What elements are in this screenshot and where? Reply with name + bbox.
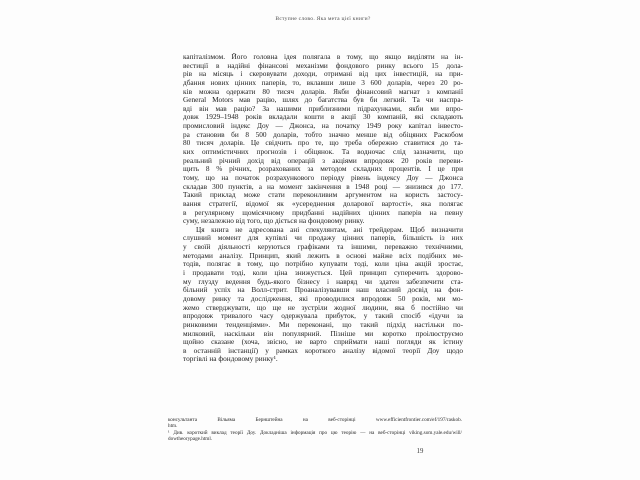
- footnote-line: htm.: [168, 423, 178, 430]
- text-line: ра становив би 8 500 доларів, тобто значно менше від обіцяних Раскобом: [183, 130, 463, 139]
- text-block: [183, 53, 463, 364]
- text-line: і продавати тоді, коли ціна знижується. Цей принцип суперечить здорово-: [183, 269, 463, 278]
- running-head: Вступне слово. Яка мета цієї книги?: [275, 16, 371, 22]
- footnote-line: ¹ Див. короткий виклад теорії Доу. Докладніша інформація про цю теорію — на веб-сторінці viking.som.yale.edu/will/: [168, 429, 462, 436]
- text-line: вді він мав рацію? За нашими приблизними підрахунками, якби ми впро-: [183, 104, 463, 113]
- text-line: суму, незалежно від того, що діється на фондовому ринку.: [183, 217, 365, 226]
- text-line: вання стратегії, відомої як «усереднення доларової вартості», яка полягає: [183, 199, 463, 208]
- text-line: більний успіх на Волл-стрит. Проаналізувавши наш власний досвід на фон-: [183, 286, 463, 295]
- text-line: довому ринку та дослідження, які проводилися впродовж 50 років, ми мо-: [183, 294, 463, 303]
- text-line: слушний момент для купівлі чи продажу цінних паперів, більшість із них: [183, 234, 463, 243]
- page-number: 19: [416, 448, 424, 455]
- text-line: ких оптимістичних прогнозів і обіцянок. Та водночас слід зазначити, що: [183, 148, 463, 157]
- text-line: 80 тисяч доларів. Це свідчить про те, що треба обережно ставитися до та-: [183, 139, 463, 148]
- text-line: у своїй діяльності керуються графіками та іншими, переважно технічними,: [183, 243, 463, 252]
- text-line: в регулярному щомісячному придбанні надійних цінних паперів на певну: [183, 208, 463, 217]
- text-line: дбання нових цінних паперів, то, вклавши лише 3 600 доларів, через 20 ро-: [183, 78, 463, 87]
- text-line: рів на місяць і скеровувати доходи, отримані від цих інвестицій, на при-: [183, 70, 463, 79]
- text-line: вестиції в надійні фінансові механізми фондового ринку всього 15 дола-: [183, 61, 463, 70]
- text-line: щойно сказане (хоча, звісно, не варто сприймати наші погляди як істину: [183, 338, 463, 347]
- text-line: складав 300 пунктів, а на момент закінчення в 1948 році — знизився до 177.: [183, 182, 463, 191]
- text-line: General Motors мав рацію, шлях до багатства був би легкий. Та чи наспра-: [183, 96, 463, 105]
- text-line: тому, що на початок розрахункового періоду рівень індексу Доу — Джонса: [183, 173, 463, 182]
- text-line: методами аналізу. Принцип, який лежить в основі майже всіх подібних ме-: [183, 251, 463, 260]
- text-line: милковий, наскільки він популярний. Пізніше ми коротко проілюструємо: [183, 329, 463, 338]
- text-line: тодів, полягає в тому, що потрібно купувати тоді, коли ціна акцій зростає,: [183, 260, 463, 269]
- text-line: щить 8 % річних, розрахованих за методом складних процентів. І це при: [183, 165, 463, 174]
- text-line: впродовж тривалого часу одержувала прибуток, у такий спосіб «ідучи за: [183, 312, 463, 321]
- footnote-line: dowtheorypage.html.: [168, 435, 213, 442]
- footnotes: [168, 417, 462, 442]
- text-line: довж 1929–1948 років вкладали кошти в акції 30 компаній, які складають: [183, 113, 463, 122]
- footnote-line: консультанта Вільяма Бернштейна на веб-сторінці www.efficientfrontier.com/ef/197/raskob.: [168, 417, 462, 423]
- text-line: реальний річний дохід від операцій з акціями впродовж 20 років переви-: [183, 156, 463, 165]
- text-line: промисловий індекс Доу — Джонса, на початку 1949 року капітал інвесто-: [183, 122, 463, 131]
- text-line: Ця книга не адресована ані спекулянтам, ані трейдерам. Щоб визначити: [196, 225, 463, 234]
- text-line: торгівлі на фондовому ринку¹.: [183, 355, 278, 364]
- text-line: му глузду ведення будь-якого бізнесу і навряд чи здатен забезпечити ста-: [183, 277, 463, 286]
- text-line: ків можна одержати 80 тисяч доларів. Якби фінансовий магнат з компанії: [183, 87, 463, 96]
- text-line: в останній інстанції) у рамках короткого аналізу відомої теорії Доу щодо: [183, 346, 463, 355]
- text-line: ринковими тенденціями». Ми переконані, що такий підхід настільки по-: [183, 320, 463, 329]
- text-line: жемо стверджувати, що ще не зустріли жодної людини, яка б постійно чи: [183, 303, 463, 312]
- text-line: Такий приклад може стати переконливим аргументом на користь застосу-: [183, 191, 463, 200]
- text-line: капіталізмом. Його головна ідея полягала в тому, що якщо виділяти на ін-: [183, 53, 463, 61]
